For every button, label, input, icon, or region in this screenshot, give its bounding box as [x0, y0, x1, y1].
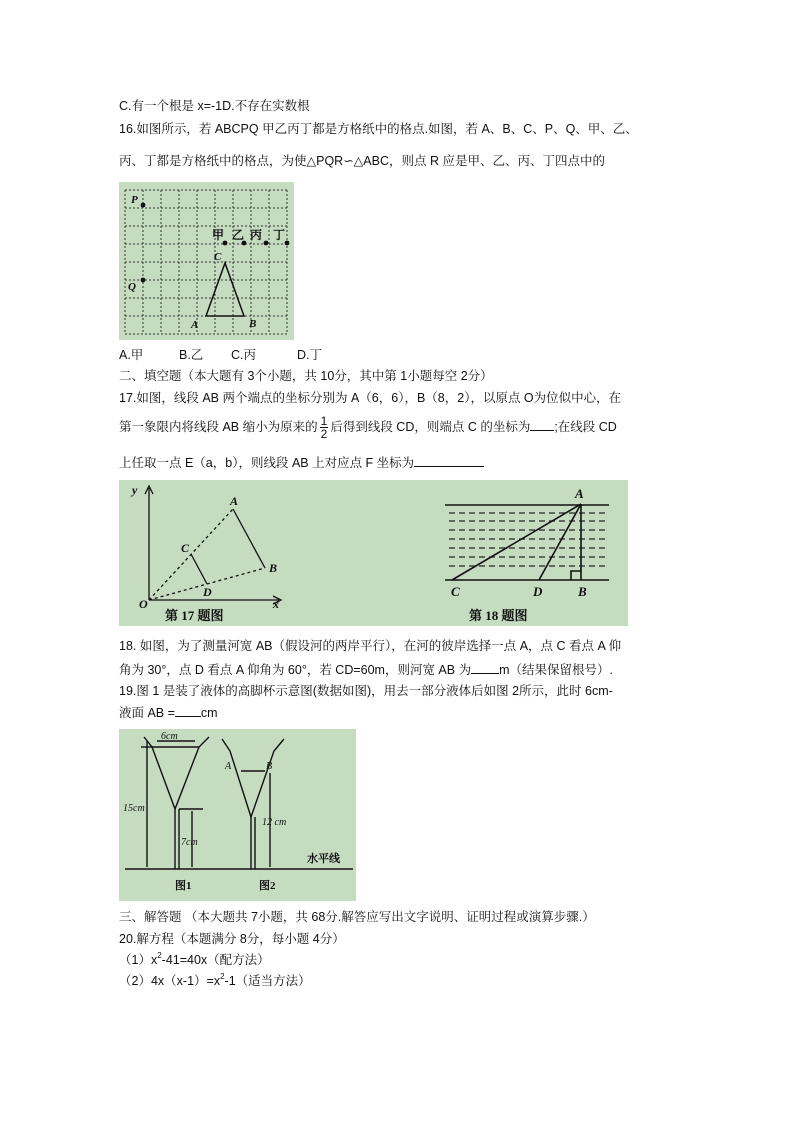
q17-line2-tail: ;在线段 CD — [554, 420, 617, 434]
section3-title: 三、解答题 （本大题共 7小题，共 68分.解答应写出文字说明、证明过程或演算步骤.） — [119, 910, 595, 924]
fig1-caption: 图1 — [175, 880, 192, 892]
fig17-y-label: y — [132, 483, 138, 497]
point-bing — [264, 241, 269, 246]
label-q: Q — [128, 281, 136, 293]
fig18-caption: 第 18 题图 — [469, 608, 528, 623]
q20-part1: $(1)x^2-41=40x$（配方法） — [119, 951, 270, 967]
label-ding: 丁 — [273, 228, 286, 242]
fig18-label-c: C — [451, 584, 460, 599]
q19-line1: 19.图 1 是装了液体的高脚杯示意图(数据如图)，用去一部分液体后如图 2所示，此时 6cm- — [119, 684, 613, 698]
fig17-label-a: A — [230, 494, 239, 508]
q16-grid-figure — [119, 182, 294, 340]
label-p: P — [131, 194, 138, 206]
point-p — [141, 203, 146, 208]
fig2-caption: 图2 — [259, 880, 276, 892]
fig19-label-b: B — [266, 761, 273, 772]
dim-fig2-height: 12 cm — [262, 817, 287, 828]
q19-goblet-figure — [119, 729, 356, 901]
dim-stem-height: 7cm — [181, 837, 198, 848]
q20-title: 20.解方程（本题满分 8分，每小题 4分） — [119, 932, 345, 946]
fig17-x-label: x — [273, 597, 279, 611]
answer-blank-liquid[interactable] — [175, 704, 201, 717]
q17-line2 — [119, 413, 617, 441]
label-yi: 乙 — [232, 228, 245, 242]
q18-line2: 角为 30°，点 D 看点 A 仰角为 60°，若 CD=60m，则河宽 AB 为 m（结果保留根号）. — [119, 663, 613, 677]
level-line-label: 水平线 — [307, 853, 340, 865]
answer-blank-c[interactable] — [530, 418, 554, 431]
label-bing: 丙 — [250, 228, 263, 242]
fig17-label-b: B — [269, 561, 278, 575]
option-a[interactable]: A.甲 — [119, 348, 144, 362]
dim-top-width: 6cm — [161, 731, 178, 742]
option-c[interactable]: C.丙 — [231, 348, 257, 362]
q19-line2: 液面 AB = cm — [119, 706, 218, 720]
q17-line1: 17.如图，线段 AB 两个端点的坐标分别为 A（6，6），B（8，2），以原点 O为位似中心，在 — [119, 391, 622, 405]
triangle-abc — [206, 263, 244, 316]
fraction-one-half: $\frac{1}{2}$ — [320, 414, 328, 442]
q18-line1: 18. 如图，为了测量河宽 AB（假设河的两岸平行），在河的彼岸选择一点 A，点 C 看点 A 仰 — [119, 639, 622, 653]
fig17-label-d: D — [203, 585, 212, 599]
q17-line2-text: 第一象限内将线段 AB 缩小为原来的 — [119, 420, 318, 434]
q17-line3: 上任取一点 E（a，b），则线段 AB 上对应点 F 坐标为 — [119, 454, 484, 471]
point-ding — [285, 241, 290, 246]
point-q — [141, 278, 146, 283]
option-b[interactable]: B.乙 — [179, 348, 204, 362]
fig17-caption: 第 17 题图 — [165, 608, 224, 623]
fig18-label-b: B — [578, 584, 587, 599]
answer-blank-ab[interactable] — [471, 661, 499, 674]
figures-17-18 — [119, 480, 628, 626]
fig17-origin-label: O — [139, 597, 148, 611]
label-a: A — [191, 319, 199, 331]
q16-line1: 16.如图所示，若 ABCPQ 甲乙丙丁都是方格纸中的格点.如图，若 A、B、C、P、Q、甲、乙、 — [119, 122, 638, 136]
section2-title: 二、填空题（本大题有 3个小题，共 10分，其中第 1小题每空 2分） — [119, 369, 493, 383]
label-c: C — [214, 251, 222, 263]
fig18-label-d: D — [533, 584, 543, 599]
fig18-label-a: A — [575, 486, 584, 501]
option-d[interactable]: D.丁 — [297, 348, 323, 362]
fig17-label-c: C — [181, 541, 190, 555]
q17-line2-text2: 后得到线段 CD，则端点 C 的坐标为 — [330, 420, 531, 434]
label-jia: 甲 — [212, 228, 225, 242]
dim-total-height: 15cm — [123, 803, 145, 814]
q16-options — [119, 347, 322, 363]
q20-part2: $(2)4x(x-1)=x^2-1$（适当方法） — [119, 972, 311, 988]
fig19-label-a: A — [225, 761, 232, 772]
label-b: B — [249, 318, 257, 330]
answer-blank-f[interactable] — [414, 454, 484, 467]
q15-option-c: C.有一个根是 x=-1D.不存在实数根 — [119, 99, 310, 113]
q16-line2: 丙、丁都是方格纸中的格点，为使△PQR∽△ABC，则点 R 应是甲、乙、丙、丁四点中的 — [119, 154, 605, 168]
